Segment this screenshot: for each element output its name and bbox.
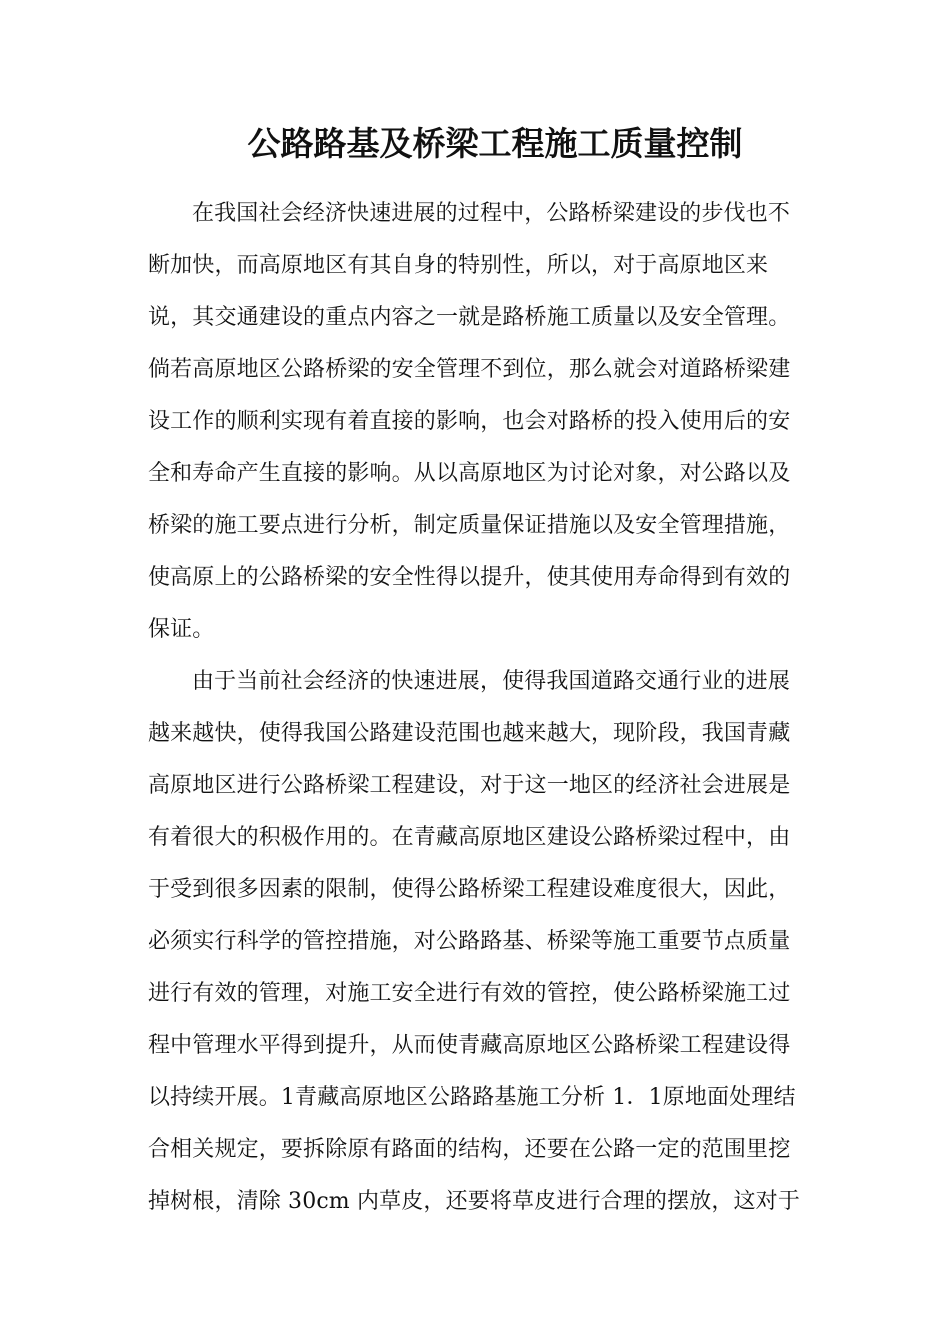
paragraph-1-line-1: 在我国社会经济快速进展的过程中，公路桥梁建设的步伐也不 [192, 201, 791, 226]
paragraph-1-line-7: 桥梁的施工要点进行分析，制定质量保证措施以及安全管理措施， [148, 513, 791, 538]
paragraph-1-line-4: 倘若高原地区公路桥梁的安全管理不到位，那么就会对道路桥梁建 [148, 357, 791, 382]
paragraph-1-line-9: 保证。 [148, 617, 215, 642]
paragraph-2-line-1: 由于当前社会经济的快速进展，使得我国道路交通行业的进展 [192, 669, 791, 694]
paragraph-2-line-3: 高原地区进行公路桥梁工程建设，对于这一地区的经济社会进展是 [148, 773, 791, 798]
paragraph-2-line-5: 于受到很多因素的限制，使得公路桥梁工程建设难度很大，因此， [148, 877, 791, 902]
paragraph-2-line-7: 进行有效的管理，对施工安全进行有效的管控，使公路桥梁施工过 [148, 981, 791, 1006]
paragraph-2-line-4: 有着很大的积极作用的。在青藏高原地区建设公路桥梁过程中，由 [148, 825, 791, 850]
paragraph-2-line-6: 必须实行科学的管控措施，对公路路基、桥梁等施工重要节点质量 [148, 929, 791, 954]
paragraph-1-line-8: 使高原上的公路桥梁的安全性得以提升，使其使用寿命得到有效的 [148, 565, 791, 590]
paragraph-1-line-2: 断加快，而高原地区有其自身的特别性，所以，对于高原地区来 [148, 253, 769, 278]
paragraph-2-line-8: 程中管理水平得到提升，从而使青藏高原地区公路桥梁工程建设得 [148, 1033, 791, 1058]
paragraph-2-line-9: 以持续开展。1青藏高原地区公路路基施工分析 1．1原地面处理结 [148, 1085, 796, 1110]
paragraph-1-line-5: 设工作的顺利实现有着直接的影响，也会对路桥的投入使用后的安 [148, 409, 791, 434]
paragraph-2-line-10: 合相关规定，要拆除原有路面的结构，还要在公路一定的范围里挖 [148, 1137, 791, 1162]
paragraph-2-line-2: 越来越快，使得我国公路建设范围也越来越大，现阶段，我国青藏 [148, 721, 791, 746]
document-title: 公路路基及桥梁工程施工质量控制 [247, 124, 743, 163]
paragraph-2-line-11: 掉树根，清除 30cm 内草皮，还要将草皮进行合理的摆放，这对于 [148, 1189, 800, 1214]
paragraph-1-line-6: 全和寿命产生直接的影响。从以高原地区为讨论对象，对公路以及 [148, 461, 791, 486]
paragraph-1-line-3: 说，其交通建设的重点内容之一就是路桥施工质量以及安全管理。 [148, 305, 791, 330]
